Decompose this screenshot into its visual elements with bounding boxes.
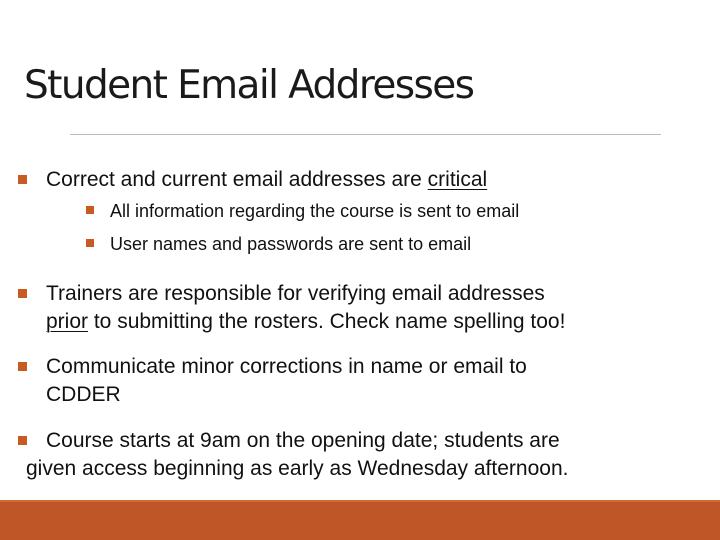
sub-bullet-text: User names and passwords are sent to email — [110, 234, 472, 254]
bullet-text-line2: given access beginning as early as Wednesday afternoon. — [26, 457, 569, 480]
bullet-item — [18, 354, 527, 407]
sub-bullet-text: All information regarding the course is sent to email — [110, 201, 520, 221]
bullet-text-line2 — [18, 309, 565, 334]
square-bullet-icon — [86, 239, 94, 247]
bullet-text: Course starts at 9am on the opening date; students are — [46, 429, 560, 452]
square-bullet-icon — [18, 362, 27, 371]
square-bullet-icon — [18, 175, 27, 184]
bullet-item — [18, 167, 487, 192]
square-bullet-icon — [86, 206, 94, 214]
sub-bullet-item — [86, 232, 471, 256]
bullet-item — [18, 281, 565, 334]
square-bullet-icon — [18, 289, 27, 298]
bullet-text-segment: to submitting the rosters. Check name spelling too! — [88, 310, 566, 333]
bullet-text-segment: Correct and current email addresses are — [46, 168, 428, 191]
bullet-text — [18, 167, 487, 192]
footer-bar — [0, 502, 720, 540]
bullet-text: Communicate minor corrections in name or email to — [46, 355, 527, 378]
square-bullet-icon — [18, 436, 27, 445]
underlined-text: critical — [427, 168, 488, 191]
bullet-text-line2: CDDER — [46, 383, 121, 406]
sub-bullet-item — [86, 199, 519, 223]
bullet-text: Trainers are responsible for verifying email addresses — [46, 282, 545, 305]
underlined-text: prior — [46, 310, 89, 333]
bullet-item — [18, 428, 568, 481]
page-title: Student Email Addresses — [24, 63, 474, 108]
